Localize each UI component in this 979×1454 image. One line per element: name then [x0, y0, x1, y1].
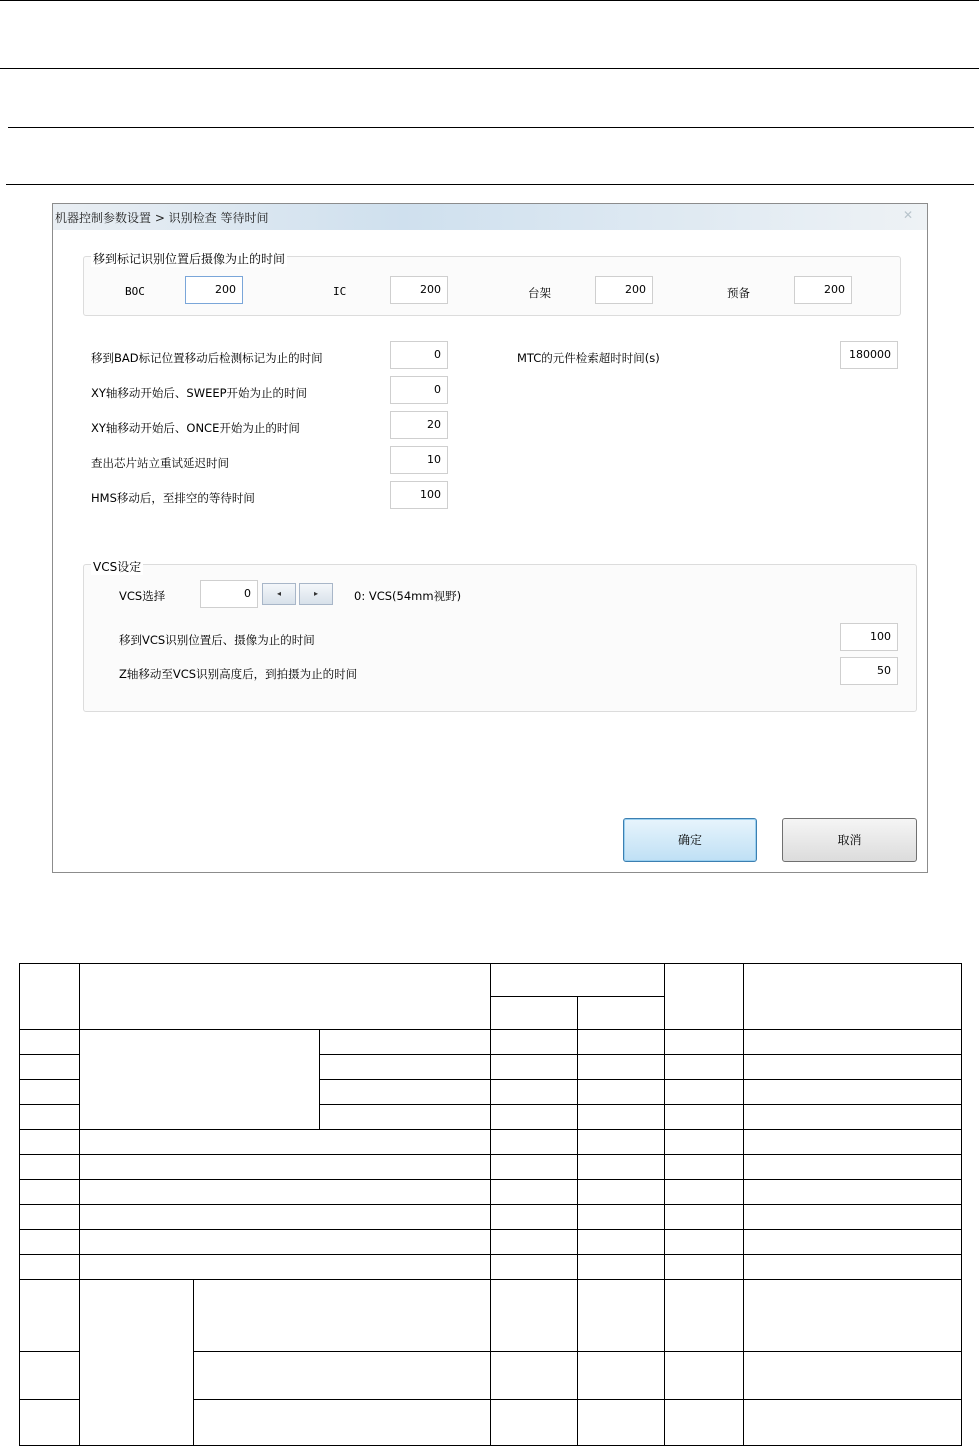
table-cell [665, 1205, 744, 1230]
table-cell [744, 1230, 962, 1255]
table-cell [491, 1105, 578, 1130]
mtc-timeout-label: MTC的元件检索超时时间(s) [517, 351, 660, 365]
page-rule-4 [6, 184, 974, 185]
vcs-select-label: VCS选择 [119, 589, 166, 603]
table-cell [578, 1105, 665, 1130]
table-cell [20, 1352, 80, 1400]
table-cell [578, 1230, 665, 1255]
table-row [20, 1155, 962, 1180]
table-cell [578, 1400, 665, 1446]
table-cell [491, 1255, 578, 1280]
mtc-timeout-input[interactable]: 180000 [840, 341, 898, 369]
table-cell [491, 1030, 578, 1055]
vcs-decrement-button[interactable]: ◂ [262, 583, 296, 605]
dialog-titlebar[interactable] [53, 204, 927, 230]
table-cell [491, 997, 578, 1030]
table-cell [744, 1205, 962, 1230]
dialog-title: 机器控制参数设置 > 识别检查 等待时间 [55, 211, 269, 225]
table-cell [491, 1352, 578, 1400]
table-cell [491, 1180, 578, 1205]
table-cell [80, 1205, 491, 1230]
cancel-button[interactable]: 取消 [782, 818, 917, 862]
hms-wait-input[interactable]: 100 [390, 481, 448, 509]
bad-mark-time-input[interactable]: 0 [390, 341, 448, 369]
stage-label: 台架 [528, 286, 551, 300]
once-time-input[interactable]: 20 [390, 411, 448, 439]
stage-input[interactable]: 200 [595, 276, 653, 304]
table-cell [20, 1030, 80, 1055]
bad-mark-time-label: 移到BAD标记位置移动后检测标记为止的时间 [91, 351, 323, 365]
table-cell [744, 1400, 962, 1446]
table-cell [665, 964, 744, 1030]
table-cell [491, 1080, 578, 1105]
vcs-select-description: 0: VCS(54mm视野) [354, 589, 462, 603]
table-cell [491, 1280, 578, 1352]
table-cell [665, 1080, 744, 1105]
table-cell [80, 1030, 320, 1130]
sweep-time-input[interactable]: 0 [390, 376, 448, 404]
table-cell [80, 1180, 491, 1205]
table-cell [491, 1055, 578, 1080]
spare-input[interactable]: 200 [794, 276, 852, 304]
table-cell [665, 1030, 744, 1055]
z-axis-vcs-time-input[interactable]: 50 [840, 657, 898, 685]
table-cell [665, 1280, 744, 1352]
z-axis-vcs-time-label: Z轴移动至VCS识别高度后，到拍摄为止的时间 [119, 667, 358, 681]
table-cell [665, 1352, 744, 1400]
hms-wait-label: HMS移动后，至排空的等待时间 [91, 491, 255, 505]
vcs-select-input[interactable]: 0 [200, 580, 258, 608]
once-time-label: XY轴移动开始后、ONCE开始为止的时间 [91, 421, 300, 435]
table-cell [20, 1230, 80, 1255]
table-cell [578, 1352, 665, 1400]
parameter-table [19, 963, 962, 1446]
vcs-capture-time-input[interactable]: 100 [840, 623, 898, 651]
table-cell [20, 1205, 80, 1230]
spare-label: 预备 [727, 286, 750, 300]
table-cell [320, 1080, 491, 1105]
table-cell [578, 1255, 665, 1280]
dialog-client [53, 230, 927, 872]
table-cell [744, 1030, 962, 1055]
table-row [20, 1280, 962, 1352]
table-cell [20, 1180, 80, 1205]
table-cell [80, 1155, 491, 1180]
table-cell [20, 1105, 80, 1130]
table-row [20, 1255, 962, 1280]
table-cell [744, 1155, 962, 1180]
table-cell [578, 1055, 665, 1080]
table-row [20, 964, 962, 997]
table-cell [578, 1205, 665, 1230]
table-cell [744, 1130, 962, 1155]
table-cell [20, 1255, 80, 1280]
table-cell [578, 1130, 665, 1155]
table-cell [80, 1230, 491, 1255]
table-cell [665, 1255, 744, 1280]
table-cell [665, 1055, 744, 1080]
ic-label: IC [333, 285, 347, 298]
table-cell [320, 1055, 491, 1080]
table-cell [665, 1155, 744, 1180]
table-cell [20, 1280, 80, 1352]
table-cell [491, 1400, 578, 1446]
table-cell [578, 1030, 665, 1055]
table-cell [665, 1230, 744, 1255]
table-cell [744, 1180, 962, 1205]
table-row [20, 1180, 962, 1205]
table-cell [744, 1080, 962, 1105]
boc-input[interactable]: 200 [185, 276, 243, 304]
table-cell [665, 1180, 744, 1205]
table-cell [20, 1155, 80, 1180]
table-cell [80, 964, 491, 1030]
table-row [20, 1205, 962, 1230]
page-rule-3 [8, 127, 974, 128]
table-cell [578, 1180, 665, 1205]
table-cell [665, 1105, 744, 1130]
table-cell [194, 1352, 491, 1400]
table-cell [491, 1155, 578, 1180]
table-cell [578, 1280, 665, 1352]
table-cell [320, 1030, 491, 1055]
boc-label: BOC [125, 285, 145, 298]
mark-recognition-group-title: 移到标记识别位置后摄像为止的时间 [93, 252, 286, 266]
settings-dialog [52, 203, 928, 873]
table-cell [194, 1280, 491, 1352]
table-cell [578, 997, 665, 1030]
table-cell [80, 1280, 194, 1446]
table-cell [194, 1400, 491, 1446]
table-cell [20, 1080, 80, 1105]
table-cell [320, 1105, 491, 1130]
table-cell [80, 1130, 491, 1155]
table-cell [20, 964, 80, 1030]
table-cell [491, 964, 665, 997]
table-row [20, 1230, 962, 1255]
table-cell [744, 1280, 962, 1352]
vcs-group-title: VCS设定 [93, 560, 142, 574]
table-row [20, 1130, 962, 1155]
table-cell [744, 964, 962, 1030]
table-cell [744, 1105, 962, 1130]
table-cell [744, 1352, 962, 1400]
table-cell [491, 1130, 578, 1155]
vcs-capture-time-label: 移到VCS识别位置后、摄像为止的时间 [119, 633, 315, 647]
table-cell [665, 1130, 744, 1155]
table-cell [744, 1255, 962, 1280]
table-cell [578, 1155, 665, 1180]
ok-button[interactable]: 确定 [623, 818, 757, 862]
table-row [20, 1030, 962, 1055]
table-cell [491, 1230, 578, 1255]
table-cell [578, 1080, 665, 1105]
chip-retry-label: 查出芯片站立重试延迟时间 [91, 456, 229, 470]
page-rule-2 [0, 68, 979, 69]
table-cell [20, 1055, 80, 1080]
table-cell [491, 1205, 578, 1230]
close-icon[interactable]: ✕ [902, 208, 913, 222]
ic-input[interactable]: 200 [390, 276, 448, 304]
table-cell [665, 1400, 744, 1446]
table-cell [744, 1055, 962, 1080]
table-cell [20, 1130, 80, 1155]
table-cell [20, 1400, 80, 1446]
chip-retry-input[interactable]: 10 [390, 446, 448, 474]
sweep-time-label: XY轴移动开始后、SWEEP开始为止的时间 [91, 386, 308, 400]
table-cell [80, 1255, 491, 1280]
page-rule-1 [0, 0, 979, 1]
vcs-increment-button[interactable]: ▸ [299, 583, 333, 605]
